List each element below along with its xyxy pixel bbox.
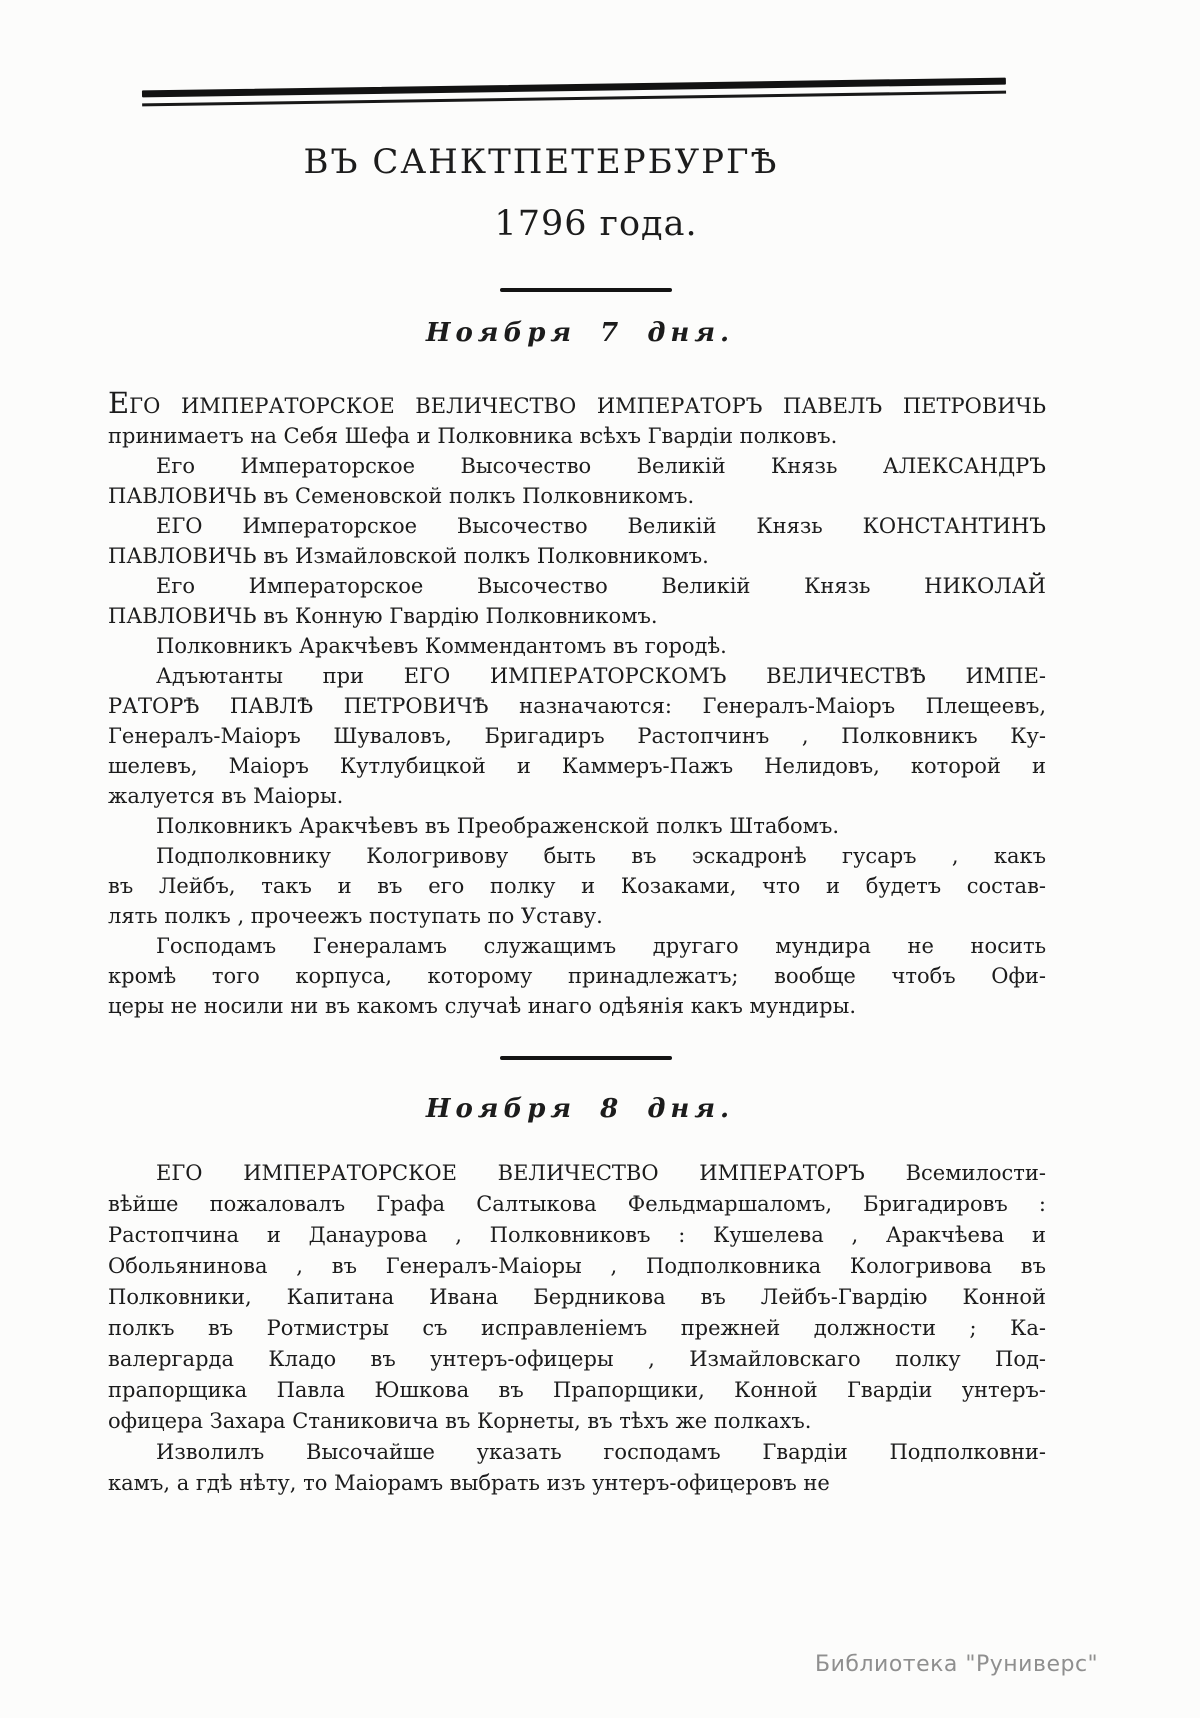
page-year: 1796 года.	[494, 204, 698, 244]
text-line: ЕГО ИМПЕРАТОРСКОЕ ВЕЛИЧЕСТВО ИМПЕРАТОРЪ Всемилости-	[156, 1161, 1046, 1185]
paragraph	[108, 571, 1046, 631]
text-line: ПАВЛОВИЧЬ въ Измайловской полкъ Полковникомъ.	[108, 544, 709, 568]
text-line: ЕГО ИМПЕРАТОРСКОЕ ВЕЛИЧЕСТВО ИМПЕРАТОРЪ ПАВЕЛЪ ПЕТРОВИЧЬ	[108, 386, 1046, 420]
text-line: валергарда Кладо въ унтеръ-офицеры , Измайловскаго полку Под-	[108, 1347, 1046, 1371]
text-line: камъ, а гдѣ нѣту, то Маіорамъ выбрать изъ унтеръ-офицеровъ не	[108, 1471, 830, 1495]
section-heading: Ноября 8 дня.	[425, 1094, 735, 1124]
paragraph	[108, 451, 1046, 511]
text-line: кромѣ того корпуса, которому принадлежатъ; вообще чтобъ Офи-	[108, 964, 1046, 988]
text-line: Растопчина и Данаурова , Полковниковъ : Кушелева , Аракчѣева и	[108, 1223, 1046, 1247]
text-line: шелевъ, Маіоръ Кутлубицкой и Каммеръ-Пажъ Нелидовъ, которой и	[108, 754, 1046, 778]
text-line: Изволилъ Высочайше указать господамъ Гвардіи Подполковни-	[156, 1440, 1046, 1464]
text-line: ПАВЛОВИЧЬ въ Конную Гвардію Полковникомъ.	[108, 604, 658, 628]
text-line: Его Императорское Высочество Великій Князь НИКОЛАЙ	[156, 574, 1046, 598]
text-line: вѣйше пожаловалъ Графа Салтыкова Фельдмаршаломъ, Бригадировъ :	[108, 1192, 1046, 1216]
paragraph	[108, 931, 1046, 1021]
text-line: жалуется въ Маіоры.	[108, 784, 344, 808]
text-line: прапорщика Павла Юшкова въ Прапорщики, Конной Гвардіи унтеръ-	[108, 1378, 1046, 1402]
text-line: принимаетъ на Себя Шефа и Полковника всѣхъ Гвардіи полковъ.	[108, 424, 838, 448]
paragraph	[108, 661, 1046, 811]
paragraph	[108, 1158, 1046, 1437]
text-line: Полковникъ Аракчѣевъ въ Преображенской полкъ Штабомъ.	[156, 814, 840, 838]
section-divider-rule	[500, 1056, 672, 1060]
text-line: Генералъ-Маіоръ Шуваловъ, Бригадиръ Растопчинъ , Полковникъ Ку-	[108, 724, 1046, 748]
text-line: Адъютанты при ЕГО ИМПЕРАТОРСКОМЪ ВЕЛИЧЕСТВѢ ИМПЕ-	[156, 664, 1046, 688]
text-line: Его Императорское Высочество Великій Князь АЛЕКСАНДРЪ	[156, 454, 1046, 478]
section-paragraphs	[108, 386, 1046, 1021]
text-line: Полковникъ Аракчѣевъ Коммендантомъ въ городѣ.	[156, 634, 727, 658]
section-paragraphs	[108, 1158, 1046, 1499]
paragraph	[108, 1437, 1046, 1499]
text-line: полкъ въ Ротмистры съ исправленіемъ прежней должности ; Ка-	[108, 1316, 1046, 1340]
text-line: ПАВЛОВИЧЬ въ Семеновской полкъ Полковникомъ.	[108, 484, 695, 508]
section-heading: Ноября 7 дня.	[425, 318, 735, 348]
paragraph	[108, 811, 1046, 841]
text-line: Полковники, Капитана Ивана Бердникова въ Лейбъ-Гвардію Конной	[108, 1285, 1046, 1309]
text-line: лять полкъ , прочеежъ поступать по Уставу.	[108, 904, 603, 928]
text-line: церы не носили ни въ какомъ случаѣ инаго одѣянія какъ мундиры.	[108, 994, 856, 1018]
text-line: Обольянинова , въ Генералъ-Маіоры , Подполковника Кологривова въ	[108, 1254, 1046, 1278]
paragraph	[108, 386, 1046, 451]
paragraph	[108, 511, 1046, 571]
text-line: РАТОРѢ ПАВЛѢ ПЕТРОВИЧѢ назначаются: Генералъ-Маіоръ Плещеевъ,	[108, 694, 1046, 718]
top-double-rule	[142, 78, 1006, 106]
paragraph	[108, 631, 1046, 661]
paragraph	[108, 841, 1046, 931]
text-line: Подполковнику Кологривову быть въ эскадронѣ гусаръ , какъ	[156, 844, 1046, 868]
page-title: ВЪ САНКТПЕТЕРБУРГѢ	[303, 142, 779, 182]
section-divider-rule	[500, 288, 672, 292]
text-line: въ Лейбъ, такъ и въ его полку и Козаками, что и будетъ состав-	[108, 874, 1046, 898]
library-watermark: Библиотека "Руниверс"	[815, 1652, 1099, 1677]
text-line: Господамъ Генераламъ служащимъ другаго мундира не носить	[156, 934, 1046, 958]
text-line: ЕГО Императорское Высочество Великій Князь КОНСТАНТИНЪ	[156, 514, 1046, 538]
text-line: офицера Захара Станиковича въ Корнеты, въ тѣхъ же полкахъ.	[108, 1409, 812, 1433]
